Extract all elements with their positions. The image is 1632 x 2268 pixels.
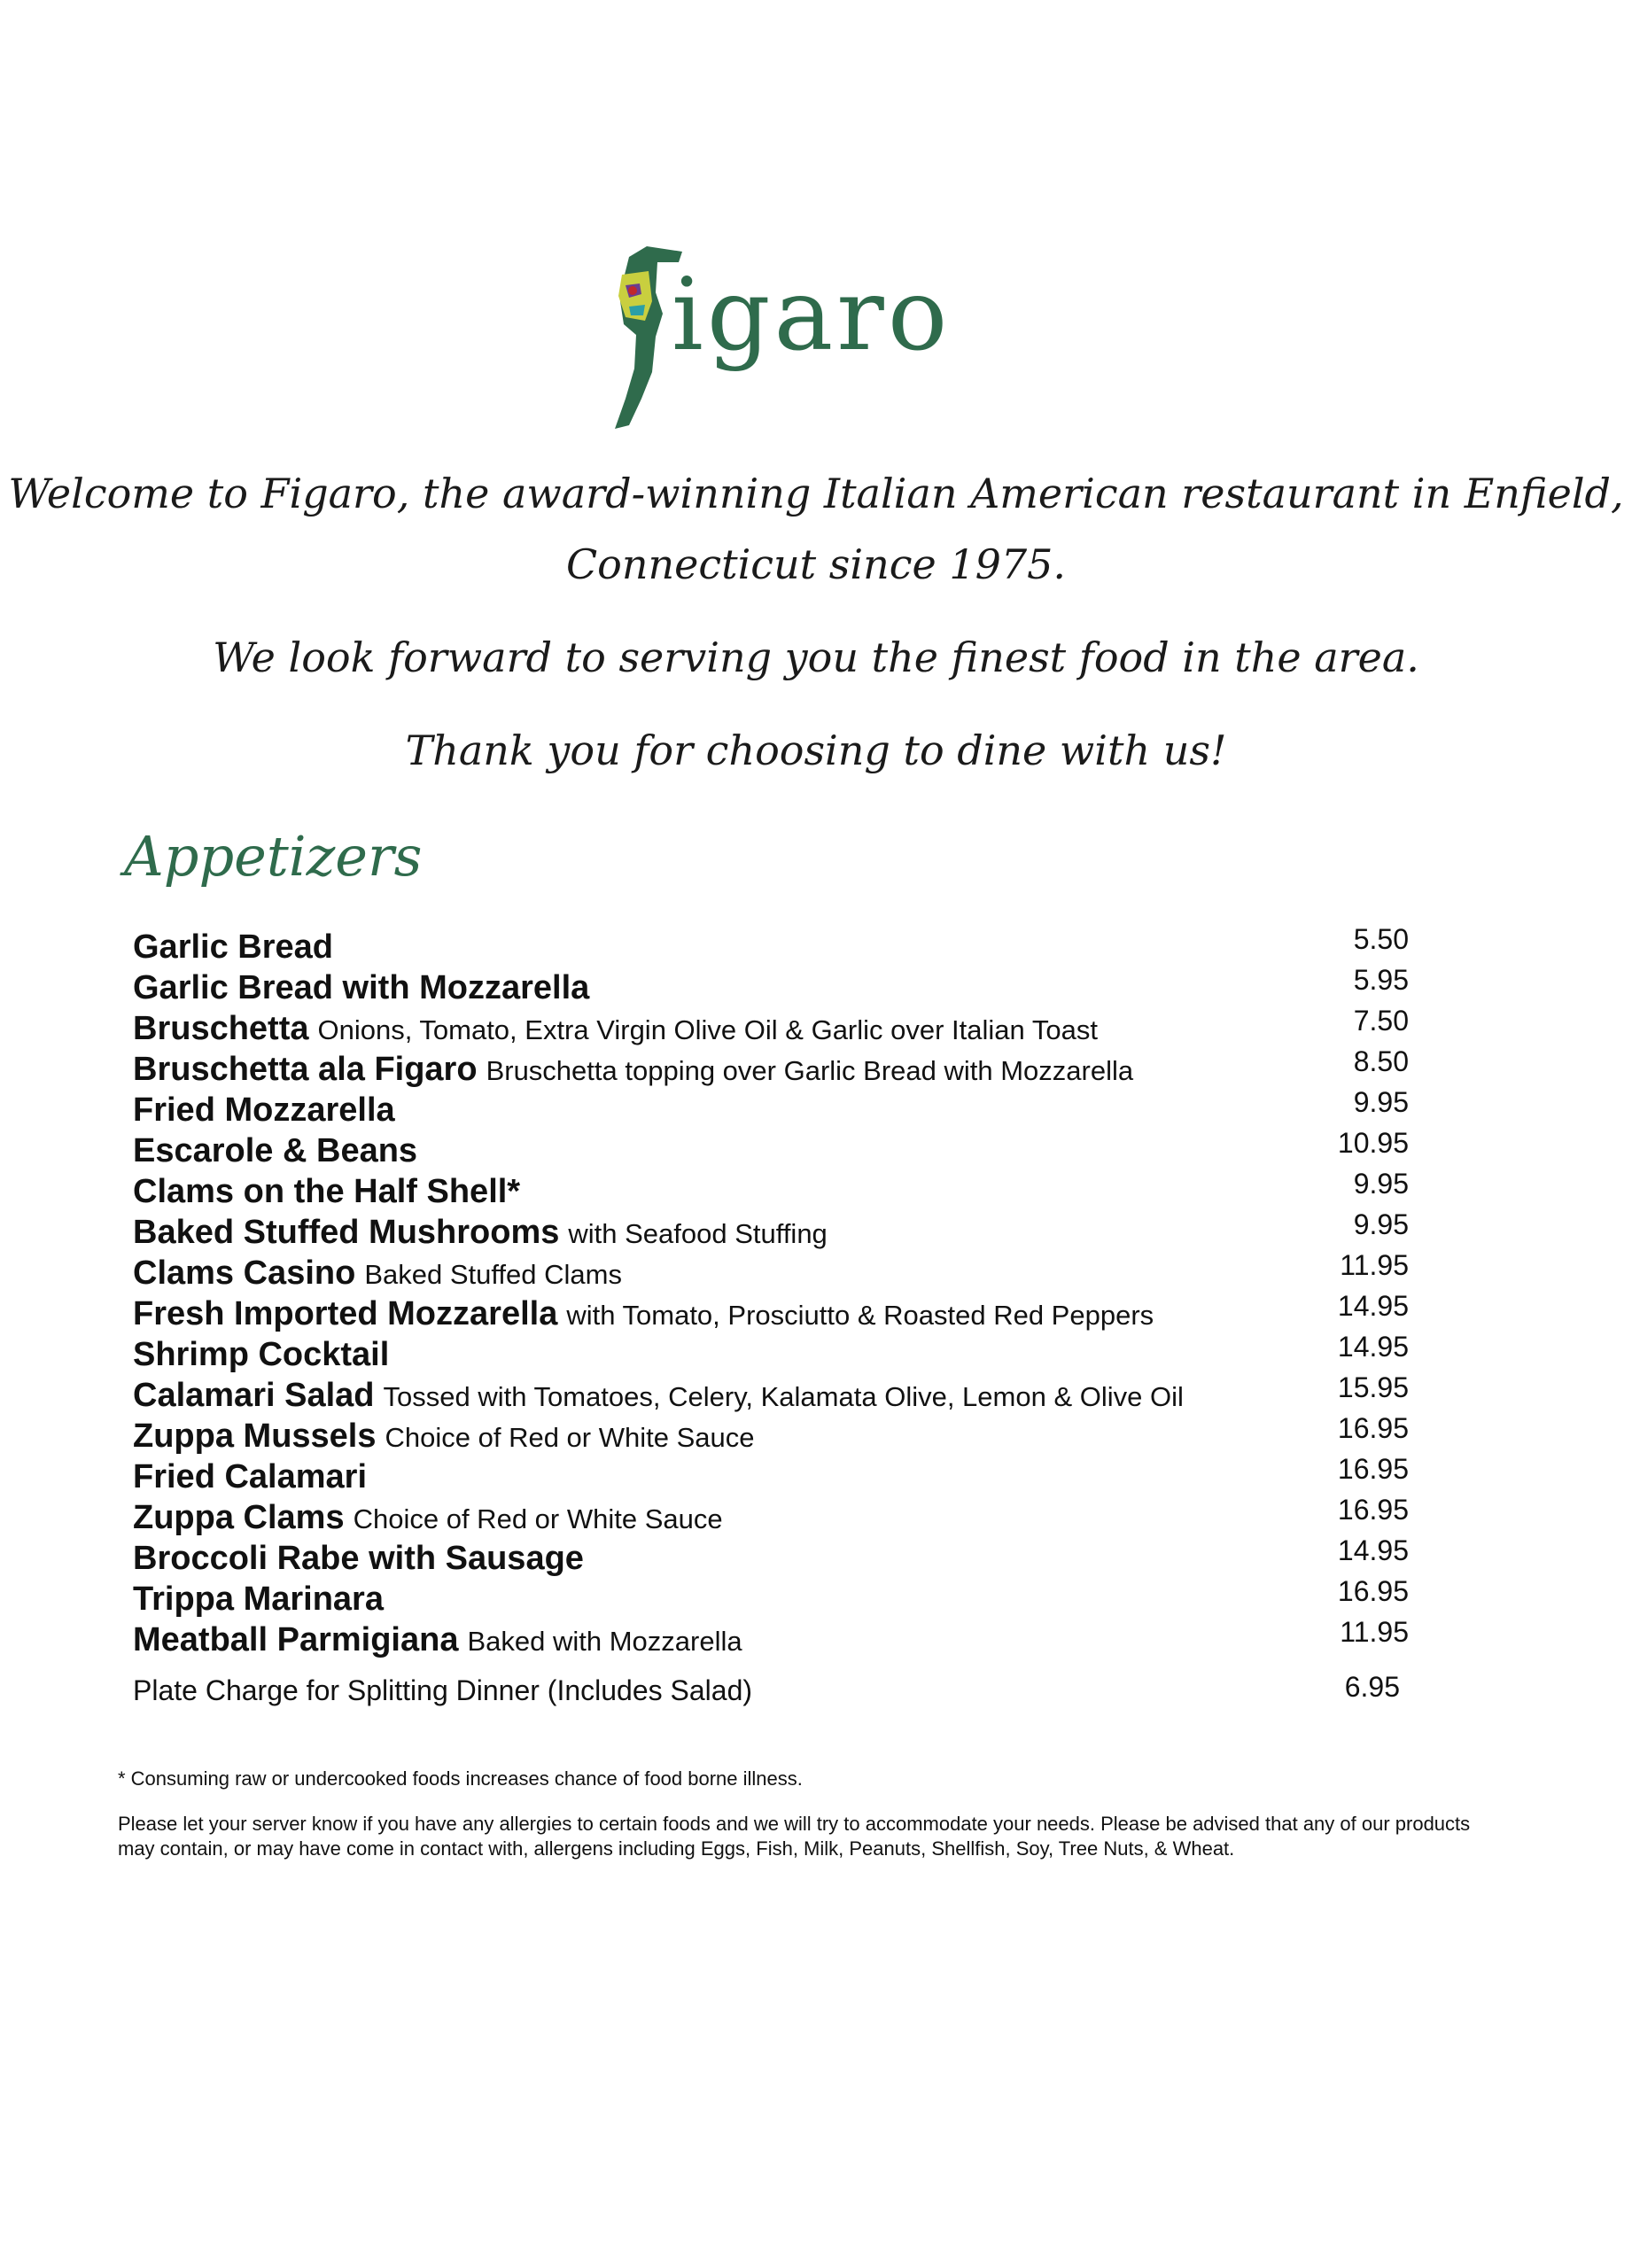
- menu-item-name: Escarole & Beans: [133, 1132, 418, 1169]
- figaro-logo-text: igaro: [672, 258, 952, 373]
- menu-item: [133, 1575, 1409, 1621]
- menu-item: [133, 1616, 1409, 1662]
- menu-item: [133, 1412, 1409, 1458]
- welcome-line-4: Thank you for choosing to dine with us!: [405, 726, 1227, 774]
- menu-item: [133, 1208, 1409, 1254]
- menu-item-name: Trippa Marinara: [133, 1581, 384, 1618]
- menu-item-name: Meatball Parmigiana: [133, 1621, 459, 1658]
- menu-item: [133, 1453, 1409, 1499]
- menu-item-name: Clams on the Half Shell*: [133, 1173, 521, 1210]
- menu-item-description: with Tomato, Prosciutto & Roasted Red Peppers: [566, 1300, 1154, 1331]
- menu-item-description: Baked with Mozzarella: [467, 1626, 742, 1657]
- menu-item-name: Zuppa Mussels: [133, 1418, 377, 1455]
- menu-item-price: 11.95: [1340, 1616, 1409, 1648]
- menu-item-price: 5.50: [1353, 923, 1409, 955]
- menu-item-description: Choice of Red or White Sauce: [385, 1422, 755, 1453]
- menu-item-price: 8.50: [1353, 1045, 1409, 1077]
- menu-item-description: Baked Stuffed Clams: [364, 1259, 622, 1290]
- menu-item-price: 10.95: [1337, 1127, 1409, 1159]
- menu-item: [133, 1045, 1409, 1091]
- menu-item: [133, 923, 1409, 969]
- menu-item-name: Bruschetta: [133, 1010, 309, 1047]
- menu-item-description: Bruschetta topping over Garlic Bread with Mozzarella: [486, 1055, 1134, 1086]
- menu-item-price: 7.50: [1353, 1005, 1409, 1037]
- menu-item: [133, 1249, 1409, 1295]
- menu-item-name: Zuppa Clams: [133, 1499, 345, 1536]
- menu-item-name: Shrimp Cocktail: [133, 1336, 390, 1373]
- menu-item-price: 11.95: [1340, 1249, 1409, 1281]
- welcome-line-1: Welcome to Figaro, the award-winning Italian American restaurant in Enfield,: [8, 470, 1624, 517]
- menu-item-description: Onions, Tomato, Extra Virgin Olive Oil & Garlic over Italian Toast: [317, 1014, 1098, 1045]
- menu-item-name: Garlic Bread with Mozzarella: [133, 969, 590, 1006]
- appetizer-list: [133, 923, 1409, 1662]
- menu-item-name: Garlic Bread: [133, 928, 333, 966]
- menu-item-price: 16.95: [1337, 1453, 1409, 1485]
- allergy-notice: Please let your server know if you have any allergies to certain foods and we will try to accommodate your needs. Please be advised that any of our products may contain, or may have come in contact with, allergens including Eggs, Fish, Milk, Peanuts, Shellfish, Soy, Tree Nuts, & Wheat.: [118, 1813, 1471, 1860]
- menu-item-name: Fresh Imported Mozzarella: [133, 1295, 558, 1332]
- menu-item-price: 15.95: [1337, 1371, 1409, 1403]
- section-title-appetizers: Appetizers: [124, 824, 423, 889]
- menu-item-description: Tossed with Tomatoes, Celery, Kalamata Olive, Lemon & Olive Oil: [383, 1381, 1184, 1412]
- menu-item-price: 16.95: [1337, 1575, 1409, 1607]
- menu-item-name: Broccoli Rabe with Sausage: [133, 1540, 584, 1577]
- menu-item-name: Fried Mozzarella: [133, 1091, 395, 1129]
- welcome-line-2: Connecticut since 1975.: [565, 540, 1067, 588]
- menu-item: [133, 1168, 1409, 1214]
- plate-charge-label: Plate Charge for Splitting Dinner (Includes Salad): [133, 1674, 753, 1706]
- figaro-logo: [594, 239, 1054, 434]
- menu-item-price: 16.95: [1337, 1494, 1409, 1526]
- menu-item-name: Clams Casino: [133, 1254, 356, 1292]
- menu-item-price: 14.95: [1337, 1331, 1409, 1363]
- menu-item-price: 14.95: [1337, 1534, 1409, 1566]
- menu-item-price: 9.95: [1353, 1168, 1409, 1200]
- menu-item-price: 9.95: [1353, 1086, 1409, 1118]
- welcome-line-3: We look forward to serving you the finest food in the area.: [213, 633, 1419, 681]
- menu-item-price: 14.95: [1337, 1290, 1409, 1322]
- plate-charge-price: 6.95: [1344, 1671, 1400, 1703]
- menu-item-price: 16.95: [1337, 1412, 1409, 1444]
- menu-item: [133, 1331, 1409, 1377]
- plate-charge-row: [133, 1671, 1400, 1707]
- menu-item-description: Choice of Red or White Sauce: [353, 1503, 723, 1534]
- menu-item-name: Bruschetta ala Figaro: [133, 1051, 478, 1088]
- raw-food-warning: * Consuming raw or undercooked foods increases chance of food borne illness.: [118, 1767, 803, 1790]
- menu-item-price: 9.95: [1353, 1208, 1409, 1240]
- menu-item-name: Calamari Salad: [133, 1377, 375, 1414]
- menu-item: [133, 1494, 1409, 1540]
- menu-item-description: with Seafood Stuffing: [568, 1218, 828, 1249]
- menu-item: [133, 1086, 1409, 1132]
- menu-item-price: 5.95: [1353, 964, 1409, 996]
- menu-item: [133, 964, 1409, 1010]
- menu-item: [133, 1371, 1409, 1418]
- menu-item: [133, 1534, 1409, 1581]
- menu-item-name: Fried Calamari: [133, 1458, 367, 1495]
- menu-item: [133, 1290, 1409, 1336]
- menu-item-name: Baked Stuffed Mushrooms: [133, 1214, 560, 1251]
- menu-item: [133, 1127, 1409, 1173]
- menu-item: [133, 1005, 1409, 1051]
